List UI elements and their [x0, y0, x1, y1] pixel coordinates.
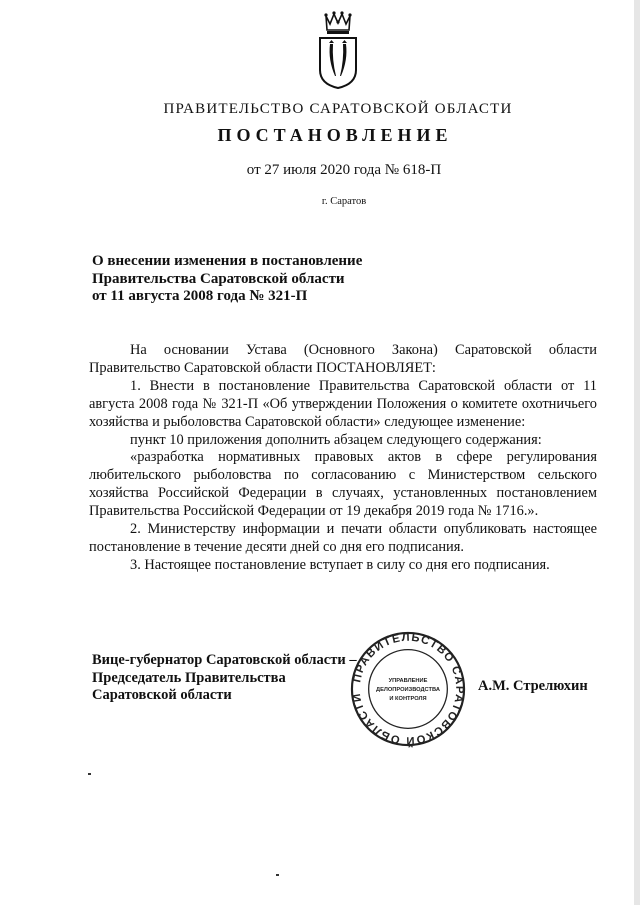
- body-paragraph-amendment-text: «разработка нормативных правовых актов в сфере регулирования любительского рыболовства по согласованию с Министерством сельского хозяйства Российской Федерации в случаях, установленных постановлением Правительства Российской Федерации от 19 декабря 2019 года № 1716.».: [89, 449, 597, 520]
- scan-speck: [276, 874, 279, 876]
- scan-speck: [88, 773, 91, 775]
- document-title: [92, 253, 472, 306]
- title-line: О внесении изменения в постановление: [92, 253, 363, 269]
- stamp-inner-line: УПРАВЛЕНИЕ: [388, 678, 428, 685]
- body-paragraph-item-2: 2. Министерству информации и печати области опубликовать настоящее постановление в течение десяти дней со дня его подписания.: [89, 521, 597, 555]
- signer-position: [92, 652, 382, 705]
- title-line: от 11 августа 2008 года № 321-П: [92, 288, 308, 304]
- body-paragraph-amendment-intro: пункт 10 приложения дополнить абзацем следующего содержания:: [130, 431, 542, 448]
- signer-name: А.М. Стрелюхин: [478, 678, 588, 694]
- signer-position-line: Вице-губернатор Саратовской области –: [92, 652, 357, 668]
- signer-position-line: Саратовской области: [92, 687, 232, 703]
- document-type: ПОСТАНОВЛЕНИЕ: [217, 125, 453, 145]
- body-paragraph-preamble: На основании Устава (Основного Закона) Саратовской области Правительство Саратовской области ПОСТАНОВЛЯЕТ:: [89, 342, 597, 376]
- official-stamp: [349, 630, 467, 748]
- body-paragraph-item-3: 3. Настоящее постановление вступает в силу со дня его подписания.: [130, 556, 550, 573]
- scan-edge-shadow: [634, 0, 640, 905]
- title-line: Правительства Саратовской области: [92, 270, 345, 287]
- document-date-number: от 27 июля 2020 года № 618-П: [246, 162, 442, 178]
- stamp-inner-line: И КОНТРОЛЯ: [389, 695, 427, 702]
- stamp-inner-line: ДЕЛОПРОИЗВОДСТВА: [376, 686, 440, 693]
- government-name: ПРАВИТЕЛЬСТВО САРАТОВСКОЙ ОБЛАСТИ: [163, 101, 513, 117]
- document-body: [89, 342, 597, 575]
- saratov-coat-of-arms-icon: [316, 10, 360, 90]
- signer-position-line: Председатель Правительства: [92, 669, 286, 686]
- stamp-outer-text: ПРАВИТЕЛЬСТВО САРАТОВСКОЙ ОБЛАСТИ: [350, 631, 466, 747]
- document-city: г. Саратов: [321, 196, 367, 207]
- body-paragraph-item-1: 1. Внести в постановление Правительства Саратовской области от 11 августа 2008 года № 321-П «Об утверждении Положения о комитете охотничьего хозяйства и рыболовства Саратовской области» следующее изменение:: [89, 377, 597, 430]
